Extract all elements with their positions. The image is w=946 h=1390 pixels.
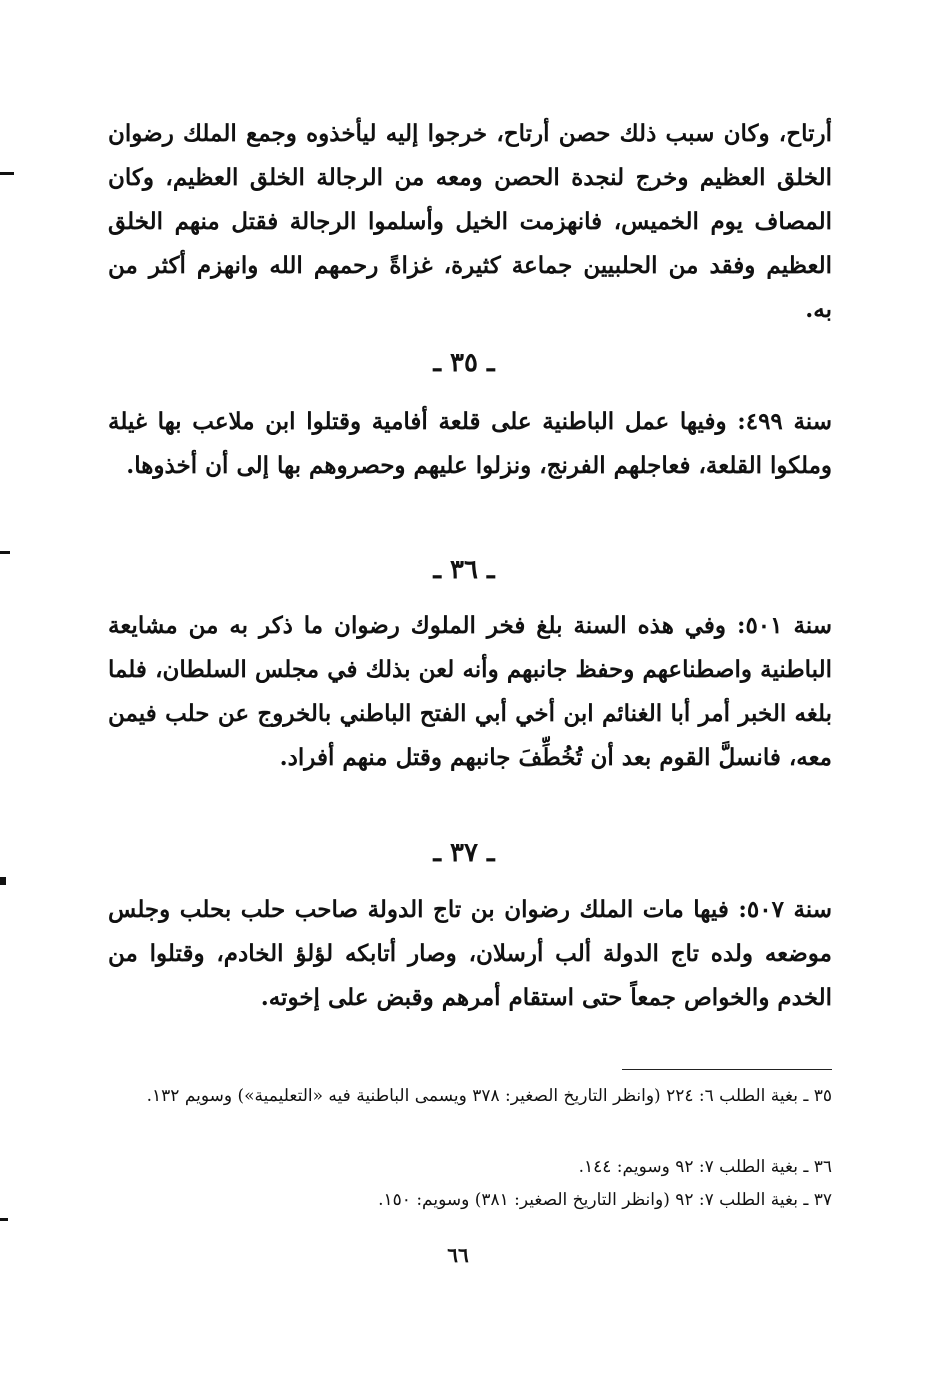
paragraph-36: سنة ٥٠١: وفي هذه السنة بلغ فخر الملوك رضوان ما ذكر به من مشايعة الباطنية واصطناعهم وحفظ جانبهم وأنه لعن بذلك في مجلس السلطان، فلما بلغه الخبر أمر أبا الغنائم ابن أخي أبي الفتح الباطني بالخروج عن حلب فيمن معه، فانسلَّ القوم بعد أن تُخُطِّفَ جانبهم وقتل منهم أفراد.	[108, 612, 832, 771]
footnote-divider	[622, 1069, 832, 1070]
section-heading-36: ـ ٣٦ ـ	[433, 555, 495, 585]
paragraph-35: سنة ٤٩٩: وفيها عمل الباطنية على قلعة أفامية وقتلوا ابن ملاعب بها غيلة وملكوا القلعة، فعاجلهم الفرنج، ونزلوا عليهم وحصروهم بها إلى أن أخذوها.	[108, 408, 832, 479]
paragraph-intro: أرتاح، وكان سبب ذلك حصن أرتاح، خرجوا إليه ليأخذوه وجمع الملك رضوان الخلق العظيم وخرج لنجدة الحصن ومعه من الرجالة الخلق العظيم، وكان المصاف يوم الخميس، فانهزمت الخيل وأسلموا الرجالة فقتل منهم الخلق العظيم وفقد من الحلبيين جماعة كثيرة، غزاةً رحمهم الله وانهزم أكثر من به.	[108, 120, 832, 323]
footnote-37: ٣٧ ـ بغية الطلب ٧: ٩٢ (وانظر التاريخ الصغير: ٣٨١) وسويم: ١٥٠.	[378, 1190, 832, 1210]
scan-edge-mark	[0, 551, 10, 554]
section-heading-35: ـ ٣٥ ـ	[433, 348, 495, 378]
footnote-36: ٣٦ ـ بغية الطلب ٧: ٩٢ وسويم: ١٤٤.	[578, 1157, 832, 1177]
scan-edge-mark	[0, 1218, 8, 1221]
section-heading-37: ـ ٣٧ ـ	[433, 838, 495, 868]
page-number: ٦٦	[447, 1243, 469, 1267]
scan-edge-mark	[0, 172, 14, 175]
footnote-35: ٣٥ ـ بغية الطلب ٦: ٢٢٤ (وانظر التاريخ الصغير: ٣٧٨ ويسمى الباطنية فيه «التعليمية») وسويم ١٣٢.	[146, 1086, 832, 1106]
paragraph-37: سنة ٥٠٧: فيها مات الملك رضوان بن تاج الدولة صاحب حلب بحلب وجلس موضعه ولده تاج الدولة ألب أرسلان، وصار أتابكه لؤلؤ الخادم، وقتلوا من الخدم والخواص جمعاً حتى استقام أمرهم وقبض على إخوته.	[108, 896, 832, 1011]
scan-edge-mark	[0, 877, 6, 885]
